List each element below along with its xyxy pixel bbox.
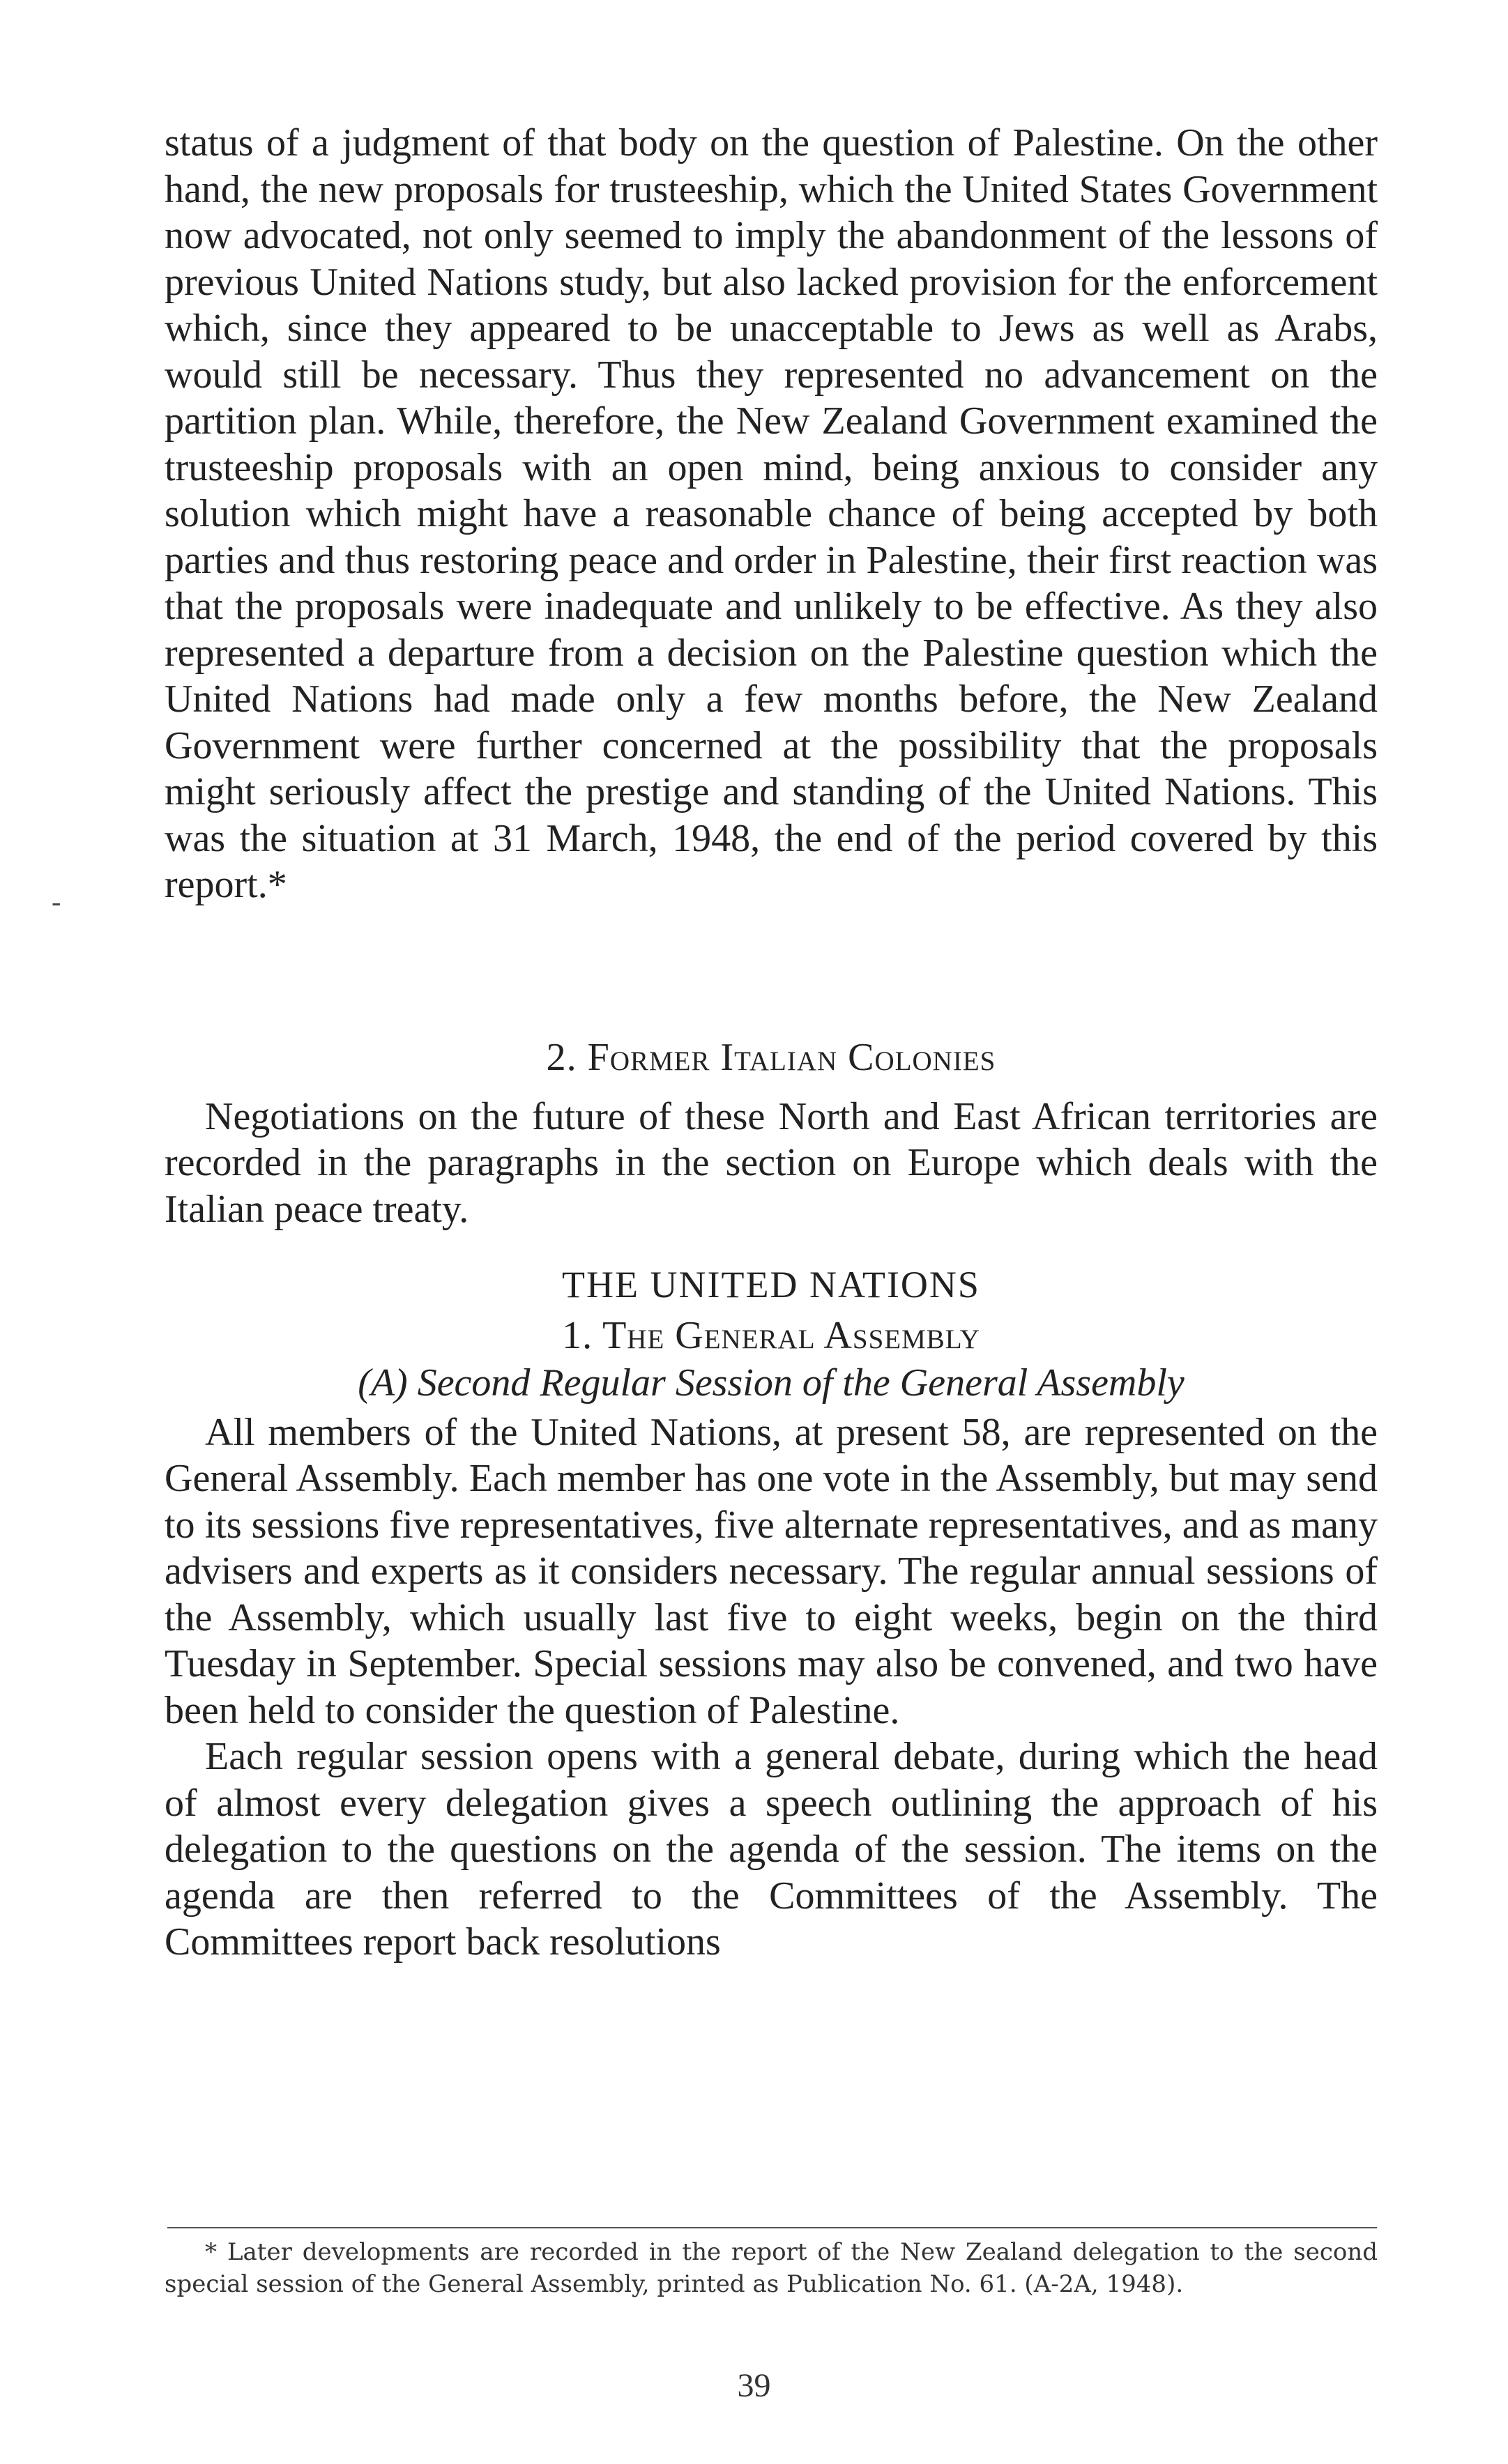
- sub-subheading-second-regular-session: (A) Second Regular Session of the General Assembly: [358, 1361, 1185, 1405]
- continuation-paragraph: status of a judgment of that body on the question of Palestine. On the other hand, the new proposals for trusteeship, which the United States Government now advocated, not only seemed to imply the abandonment of the lessons of previous United Nations study, but also lacked provision for the enforcement which, since they appeared to be unacceptable to Jews as well as Arabs, would still be necessary. Thus they represented no advancement on the partition plan. While, therefore, the New Zealand Government examined the trusteeship proposals with an open mind, being anxious to consider any solution which might have a reasonable chance of being accepted by both parties and thus restoring peace and order in Palestine, their first reaction was that the proposals were inadequate and unlikely to be effective. As they also represented a departure from a decision on the Palestine question which the United Nations had made only a few months before, the New Zealand Government were further concerned at the possibility that the proposals might seriously affect the prestige and standing of the United Nations. This was the situation at 31 March, 1948, the end of the period covered by this report.*: [165, 121, 1378, 906]
- footnote-divider: [167, 2227, 1377, 2228]
- page-number: 39: [737, 2367, 771, 2404]
- body-text: [165, 120, 1378, 908]
- general-assembly-paragraph-2: Each regular session opens with a general debate, during which the head of almost every delegation gives a speech outlining the approach of his delegation to the questions on the agenda of the session. The items on the agenda are then referred to the Committees of the Assembly. The Committees report back resolutions: [165, 1735, 1378, 1964]
- margin-mark: -: [52, 886, 61, 917]
- former-italian-colonies-section: [165, 1034, 1378, 1232]
- italian-colonies-paragraph: Negotiations on the future of these North and East African territories are recorded in the paragraphs in the section on Europe which deals with the Italian peace treaty.: [165, 1094, 1378, 1231]
- general-assembly-paragraph-1: All members of the United Nations, at present 58, are represented on the General Assembly. Each member has one vote in the Assembly, but may send to its sessions five representatives, five alternate representatives, and as many advisers and experts as it considers necessary. The regular annual sessions of the Assembly, which usually last five to eight weeks, begin on the third Tuesday in September. Special sessions may also be convened, and two have been held to consider the question of Palestine.: [165, 1410, 1378, 1732]
- main-heading-united-nations: THE UNITED NATIONS: [562, 1264, 980, 1306]
- section-heading-italian-colonies: 2. Former Italian Colonies: [546, 1036, 996, 1079]
- subheading-general-assembly: 1. The General Assembly: [562, 1313, 980, 1357]
- footnote-text: * Later developments are recorded in the report of the New Zealand delegation to the second special session of the General Assembly, printed as Publication No. 61. (A-2A, 1948).: [165, 2238, 1378, 2298]
- united-nations-section: [165, 1262, 1378, 1966]
- footnote: [165, 2236, 1378, 2300]
